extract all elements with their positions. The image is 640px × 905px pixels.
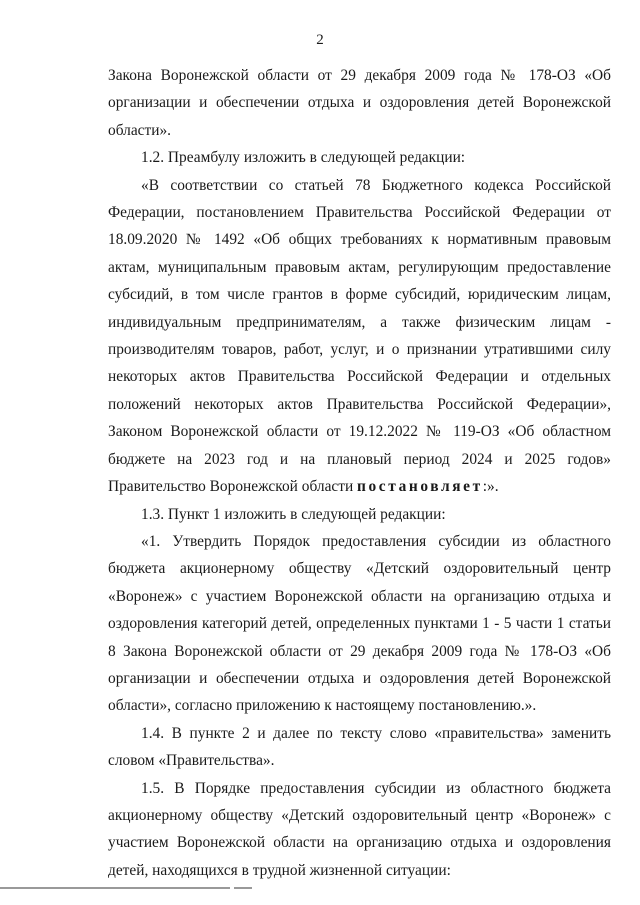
continuation-paragraph: Закона Воронежской области от 29 декабря 2009 года № 178-ОЗ «Об организации и обеспечении отдыха и оздоровления детей Воронежской области». bbox=[108, 67, 611, 139]
item-1-3-paragraph: 1.3. Пункт 1 изложить в следующей редакции: bbox=[141, 505, 446, 523]
page-number: 2 bbox=[316, 32, 324, 48]
point-1-new-paragraph: «1. Утвердить Порядок предоставления субсидии из областного бюджета акционерному обществу «Детский оздоровительный центр «Воронеж» с участием Воронежской области на организацию отдыха и оздоровления категорий детей, определенных пунктами 1 - 5 части 1 статьи 8 Закона Воронежской области от 29 декабря 2009 года № 178-ОЗ «Об организации и обеспечении отдыха и оздоровления детей Воронежской области», согласно приложению к настоящему постановлению.». bbox=[108, 532, 611, 715]
item-1-5-paragraph: 1.5. В Порядке предоставления субсидии из областного бюджета акционерному обществу «Детский оздоровительный центр «Воронеж» с участием Воронежской области на организацию отдыха и оздоровления детей, находящихся в трудной жизненной ситуации: bbox=[108, 779, 611, 879]
preamble-emphasis-word: постановляет bbox=[357, 478, 483, 496]
item-1-4-paragraph: 1.4. В пункте 2 и далее по тексту слово «правительства» заменить словом «Правительства». bbox=[108, 724, 611, 770]
page-footer-rule bbox=[0, 884, 640, 894]
preamble-paragraph bbox=[108, 172, 611, 501]
preamble-text: «В соответствии со статьей 78 Бюджетного кодекса Российской Федерации, постановлением Правительства Российской Федерации от 18.09.2020 № 1492 «Об общих требованиях к нормативным правовым актам, муниципальным правовым актам, регулирующим предоставление субсидий, в том числе грантов в форме субсидий, юридическим лицам, индивидуальным предпринимателям, а также физическим лицам - производителям товаров, работ, услуг, и о признании утратившими силу некоторых актов Правительства Российской Федерации и отдельных положений некоторых актов Правительства Российской Федерации», Законом Воронежской области от 19.12.2022 № 119-ОЗ «Об областном бюджете на 2023 год и на плановый период 2024 и 2025 годов» Правительство Воронежской области bbox=[108, 176, 611, 496]
item-1-2-paragraph: 1.2. Преамбулу изложить в следующей редакции: bbox=[141, 149, 466, 167]
preamble-ending: :». bbox=[482, 478, 499, 496]
document-body bbox=[108, 62, 611, 884]
